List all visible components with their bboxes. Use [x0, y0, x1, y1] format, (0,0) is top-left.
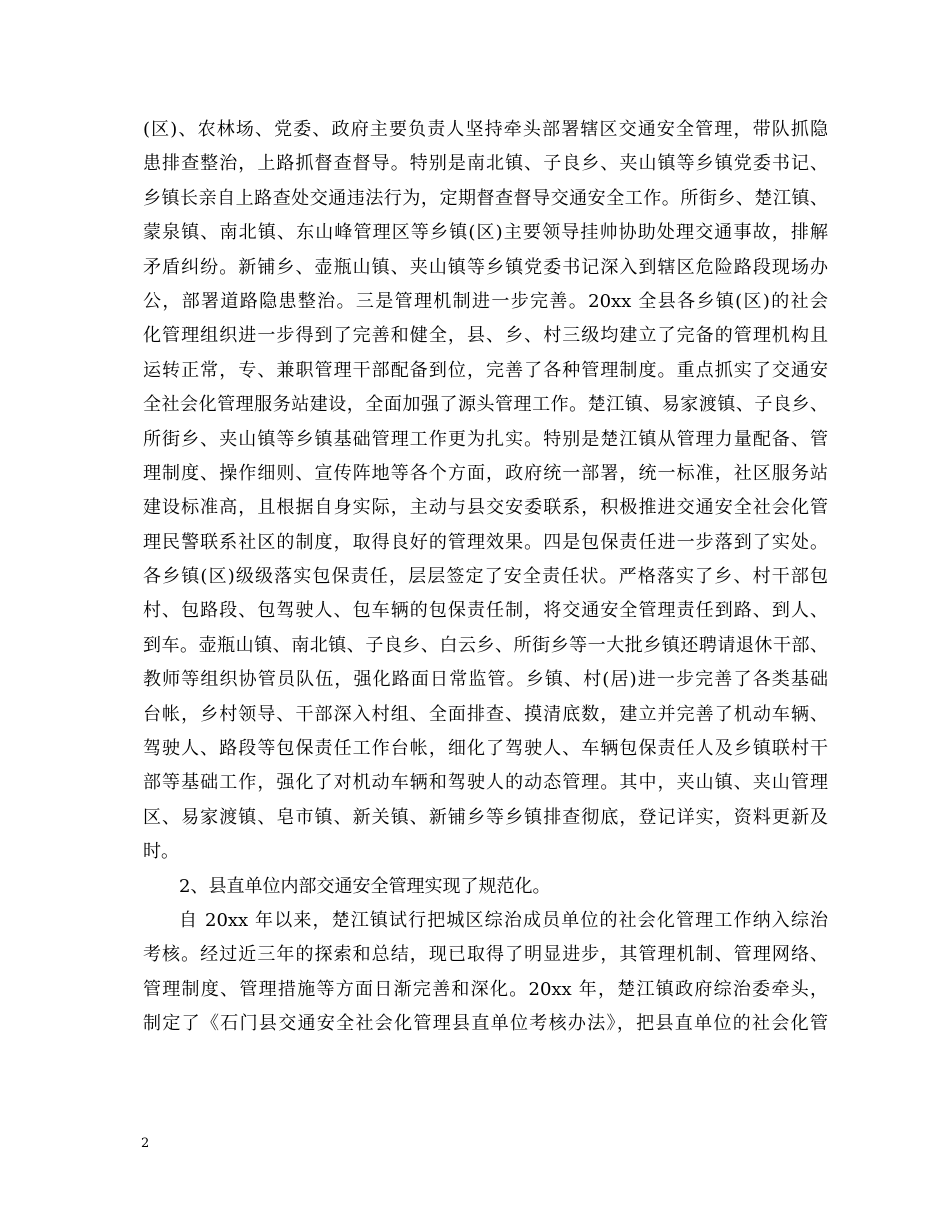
text-line: 台帐，乡村领导、干部深入村组、全面排查、摸清底数，建立并完善了机动车辆、 — [143, 703, 828, 725]
text-line: 部等基础工作，强化了对机动车辆和驾驶人的动态管理。其中，夹山镇、夹山管理 — [143, 772, 828, 794]
text-line: 运转正常，专、兼职管理干部配备到位，完善了各种管理制度。重点抓实了交通安 — [143, 359, 828, 381]
text-line: 驾驶人、路段等包保责任工作台帐，细化了驾驶人、车辆包保责任人及乡镇联村干 — [143, 738, 828, 760]
section-heading: 2、县直单位内部交通安全管理实现了规范化。 — [179, 875, 551, 897]
page-number: 2 — [141, 1136, 150, 1151]
text-line: 所街乡、夹山镇等乡镇基础管理工作更为扎实。特别是楚江镇从管理力量配备、管 — [143, 428, 828, 450]
text-line: 化管理组织进一步得到了完善和健全，县、乡、村三级均建立了完备的管理机构且 — [143, 325, 828, 347]
text-line: 患排查整治，上路抓督查督导。特别是南北镇、子良乡、夹山镇等乡镇党委书记、 — [143, 153, 828, 175]
text-line: 全社会化管理服务站建设，全面加强了源头管理工作。楚江镇、易家渡镇、子良乡、 — [143, 394, 828, 416]
text-line: 理制度、操作细则、宣传阵地等各个方面，政府统一部署，统一标准，社区服务站 — [143, 462, 828, 484]
text-line: 到车。壶瓶山镇、南北镇、子良乡、白云乡、所街乡等一大批乡镇还聘请退休干部、 — [143, 634, 828, 656]
text-line: 制定了《石门县交通安全社会化管理县直单位考核办法》，把县直单位的社会化管 — [143, 1013, 828, 1035]
text-line: 管理制度、管理措施等方面日渐完善和深化。20xx 年，楚江镇政府综治委牵头， — [143, 978, 828, 1000]
text-line: 理民警联系社区的制度，取得良好的管理效果。四是包保责任进一步落到了实处。 — [143, 531, 828, 553]
text-line: 矛盾纠纷。新铺乡、壶瓶山镇、夹山镇等乡镇党委书记深入到辖区危险路段现场办 — [143, 256, 828, 278]
text-line: 区、易家渡镇、皂市镇、新关镇、新铺乡等乡镇排查彻底，登记详实，资料更新及 — [143, 806, 828, 828]
text-line: 蒙泉镇、南北镇、东山峰管理区等乡镇(区)主要领导挂帅协助处理交通事故，排解 — [143, 222, 828, 244]
text-line: 教师等组织协管员队伍，强化路面日常监管。乡镇、村(居)进一步完善了各类基础 — [143, 669, 828, 691]
text-line: 乡镇长亲自上路查处交通违法行为，定期督查督导交通安全工作。所街乡、楚江镇、 — [143, 187, 828, 209]
body-text — [143, 113, 828, 1042]
text-line: 考核。经过近三年的探索和总结，现已取得了明显进步，其管理机制、管理网络、 — [143, 944, 828, 966]
text-line: 各乡镇(区)级级落实包保责任，层层签定了安全责任状。严格落实了乡、村干部包 — [143, 566, 828, 588]
text-line: (区)、农林场、党委、政府主要负责人坚持牵头部署辖区交通安全管理，带队抓隐 — [143, 119, 828, 140]
text-line: 村、包路段、包驾驶人、包车辆的包保责任制，将交通安全管理责任到路、到人、 — [143, 600, 828, 622]
text-line: 建设标准高，且根据自身实际，主动与县交安委联系，积极推进交通安全社会化管 — [143, 497, 828, 519]
text-line: 公，部署道路隐患整治。三是管理机制进一步完善。20xx 全县各乡镇(区)的社会 — [143, 290, 828, 312]
paragraph-first-line: 自 20xx 年以来，楚江镇试行把城区综治成员单位的社会化管理工作纳入综治 — [179, 909, 828, 931]
text-line: 时。 — [143, 841, 179, 863]
